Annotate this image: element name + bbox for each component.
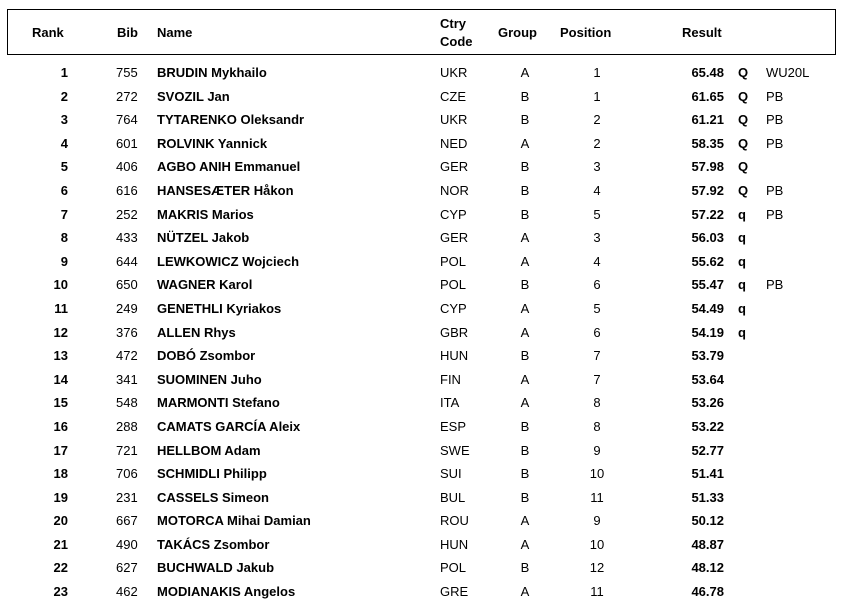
result-cell: 48.87 <box>691 536 724 552</box>
result-cell: 54.19 <box>691 324 724 340</box>
table-row <box>0 226 843 250</box>
position-cell: 8 <box>593 395 601 411</box>
position-cell: 2 <box>593 112 601 128</box>
bib-cell: 755 <box>116 65 138 80</box>
athlete-name-cell: CASSELS Simeon <box>157 489 269 505</box>
bib-cell: 650 <box>116 277 138 293</box>
result-cell: 56.03 <box>691 230 724 246</box>
athlete-name-cell: SVOZIL Jan <box>157 88 230 104</box>
record-cell: PB <box>766 112 784 128</box>
athlete-name-cell: HELLBOM Adam <box>157 442 261 458</box>
group-cell: B <box>520 489 530 505</box>
group-cell: A <box>520 371 530 387</box>
table-row <box>0 250 843 274</box>
country-code-cell: ROU <box>440 513 469 529</box>
bib-cell: 462 <box>116 584 138 600</box>
bib-cell: 249 <box>116 300 138 316</box>
rank-cell: 21 <box>53 536 68 552</box>
athlete-name-cell: TYTARENKO Oleksandr <box>157 112 305 128</box>
table-row <box>0 297 843 321</box>
result-cell: 65.48 <box>691 65 724 80</box>
position-cell: 10 <box>589 536 605 552</box>
position-cell: 3 <box>593 230 601 246</box>
bib-cell: 644 <box>116 253 138 269</box>
position-cell: 1 <box>593 88 601 104</box>
country-code-cell: ESP <box>440 418 467 434</box>
result-cell: 55.47 <box>691 277 724 293</box>
result-cell: 50.12 <box>691 513 724 529</box>
country-code-cell: GER <box>440 159 469 175</box>
group-cell: B <box>520 348 530 364</box>
athlete-name-cell: HANSESÆTER Håkon <box>157 182 294 198</box>
header-group: Group <box>498 25 537 40</box>
result-cell: 53.79 <box>691 348 724 364</box>
table-row <box>0 462 843 486</box>
rank-cell: 16 <box>53 418 68 434</box>
result-cell: 54.49 <box>691 300 724 316</box>
position-cell: 11 <box>590 489 604 505</box>
table-row <box>0 533 843 557</box>
country-code-cell: GRE <box>440 584 469 600</box>
result-cell: 51.41 <box>691 466 724 482</box>
table-row <box>0 321 843 345</box>
record-cell: PB <box>766 206 784 222</box>
group-cell: B <box>520 277 530 293</box>
qualification-cell: q <box>738 300 746 316</box>
bib-cell: 433 <box>116 230 138 246</box>
athlete-name-cell: DOBÓ Zsombor <box>157 348 256 364</box>
table-row <box>0 556 843 580</box>
country-code-cell: NED <box>440 135 468 151</box>
bib-cell: 288 <box>116 418 138 434</box>
country-code-cell: POL <box>440 277 467 293</box>
qualification-cell: q <box>738 277 746 293</box>
group-cell: A <box>520 230 530 246</box>
bib-cell: 341 <box>116 371 138 387</box>
table-row <box>0 155 843 179</box>
position-cell: 4 <box>593 182 601 198</box>
bib-cell: 706 <box>116 466 138 482</box>
bib-cell: 252 <box>116 206 138 222</box>
table-row <box>0 132 843 156</box>
group-cell: A <box>520 253 530 269</box>
position-cell: 8 <box>593 418 601 434</box>
group-cell: A <box>520 324 530 340</box>
athlete-name-cell: BUCHWALD Jakub <box>157 560 275 576</box>
group-cell: B <box>520 159 530 175</box>
rank-cell: 6 <box>60 182 68 198</box>
rank-cell: 10 <box>53 277 68 293</box>
rank-cell: 14 <box>53 371 68 387</box>
qualification-cell: q <box>738 324 746 340</box>
athlete-name-cell: MODIANAKIS Angelos <box>157 584 296 600</box>
country-code-cell: UKR <box>440 112 468 128</box>
rank-cell: 13 <box>53 348 68 364</box>
position-cell: 7 <box>593 371 601 387</box>
group-cell: B <box>520 206 530 222</box>
position-cell: 1 <box>593 65 601 80</box>
group-cell: A <box>520 395 530 411</box>
position-cell: 9 <box>593 442 601 458</box>
record-cell: PB <box>766 277 784 293</box>
table-row <box>0 415 843 439</box>
country-code-cell: CYP <box>440 206 467 222</box>
bib-cell: 376 <box>116 324 138 340</box>
result-cell: 58.35 <box>691 135 724 151</box>
table-row <box>0 108 843 132</box>
country-code-cell: POL <box>440 560 467 576</box>
header-name: Name <box>157 25 193 40</box>
position-cell: 5 <box>593 300 601 316</box>
group-cell: A <box>520 536 530 552</box>
result-cell: 51.33 <box>691 489 724 505</box>
result-cell: 55.62 <box>691 253 724 269</box>
rank-cell: 7 <box>60 206 68 222</box>
country-code-cell: NOR <box>440 182 469 198</box>
country-code-cell: HUN <box>440 348 469 364</box>
result-cell: 53.22 <box>691 418 724 434</box>
athlete-name-cell: AGBO ANIH Emmanuel <box>157 159 301 175</box>
rank-cell: 5 <box>60 159 68 175</box>
bib-cell: 764 <box>116 112 138 128</box>
rank-cell: 11 <box>54 300 68 316</box>
qualification-cell: Q <box>738 135 749 151</box>
group-cell: B <box>520 88 530 104</box>
rank-cell: 22 <box>53 560 68 576</box>
athlete-name-cell: MOTORCA Mihai Damian <box>157 513 311 529</box>
rank-cell: 8 <box>60 230 68 246</box>
rank-cell: 4 <box>60 135 68 151</box>
group-cell: B <box>520 560 530 576</box>
table-row <box>0 85 843 109</box>
table-row <box>0 179 843 203</box>
athlete-name-cell: BRUDIN Mykhailo <box>157 65 267 80</box>
group-cell: A <box>520 300 530 316</box>
rank-cell: 23 <box>53 584 68 600</box>
athlete-name-cell: GENETHLI Kyriakos <box>157 300 282 316</box>
athlete-name-cell: TAKÁCS Zsombor <box>157 536 270 552</box>
athlete-name-cell: LEWKOWICZ Wojciech <box>157 253 300 269</box>
group-cell: A <box>520 584 530 600</box>
rank-cell: 12 <box>53 324 68 340</box>
record-cell: PB <box>766 88 784 104</box>
position-cell: 2 <box>593 135 601 151</box>
result-cell: 57.92 <box>691 182 724 198</box>
bib-cell: 721 <box>116 442 138 458</box>
country-code-cell: HUN <box>440 536 469 552</box>
rank-cell: 1 <box>60 65 68 80</box>
group-cell: B <box>520 466 530 482</box>
country-code-cell: CYP <box>440 300 467 316</box>
position-cell: 7 <box>593 348 601 364</box>
qualification-cell: q <box>738 253 746 269</box>
group-cell: B <box>520 182 530 198</box>
athlete-name-cell: CAMATS GARCÍA Aleix <box>157 418 301 434</box>
position-cell: 6 <box>593 324 601 340</box>
record-cell: WU20L <box>766 65 810 80</box>
result-cell: 53.26 <box>691 395 724 411</box>
header-ctry: Ctry <box>440 16 467 31</box>
qualification-cell: Q <box>738 182 749 198</box>
country-code-cell: POL <box>440 253 467 269</box>
bib-cell: 548 <box>116 395 138 411</box>
position-cell: 12 <box>589 560 605 576</box>
group-cell: A <box>520 513 530 529</box>
rank-cell: 3 <box>60 112 68 128</box>
rank-cell: 9 <box>60 253 68 269</box>
table-row <box>0 509 843 533</box>
bib-cell: 231 <box>116 489 138 505</box>
bib-cell: 406 <box>116 159 138 175</box>
rank-cell: 19 <box>53 489 68 505</box>
results-table-body <box>0 61 843 604</box>
country-code-cell: SUI <box>440 466 462 482</box>
group-cell: A <box>520 135 530 151</box>
qualification-cell: Q <box>738 65 749 80</box>
athlete-name-cell: ROLVINK Yannick <box>157 135 268 151</box>
bib-cell: 472 <box>116 348 138 364</box>
result-cell: 57.22 <box>691 206 724 222</box>
bib-cell: 272 <box>116 88 138 104</box>
position-cell: 6 <box>593 277 601 293</box>
country-code-cell: UKR <box>440 65 468 80</box>
bib-cell: 490 <box>116 536 138 552</box>
qualification-cell: q <box>738 206 746 222</box>
table-row <box>0 391 843 415</box>
bib-cell: 601 <box>116 135 138 151</box>
position-cell: 3 <box>593 159 601 175</box>
bib-cell: 616 <box>116 182 138 198</box>
table-row <box>0 61 843 85</box>
athlete-name-cell: MARMONTI Stefano <box>157 395 280 411</box>
table-row <box>0 580 843 604</box>
country-code-cell: CZE <box>440 88 466 104</box>
position-cell: 10 <box>589 466 605 482</box>
position-cell: 9 <box>593 513 601 529</box>
result-cell: 53.64 <box>691 371 724 387</box>
table-row <box>0 273 843 297</box>
record-cell: PB <box>766 182 784 198</box>
rank-cell: 15 <box>53 395 68 411</box>
qualification-cell: Q <box>738 88 749 104</box>
athlete-name-cell: MAKRIS Marios <box>157 206 254 222</box>
table-row <box>0 486 843 510</box>
result-cell: 46.78 <box>691 584 724 600</box>
country-code-cell: FIN <box>440 371 461 387</box>
position-cell: 4 <box>593 253 601 269</box>
result-cell: 57.98 <box>691 159 724 175</box>
header-result: Result <box>682 25 722 40</box>
rank-cell: 18 <box>53 466 68 482</box>
header-code: Code <box>440 34 473 49</box>
group-cell: B <box>520 442 530 458</box>
country-code-cell: BUL <box>440 489 466 505</box>
athlete-name-cell: ALLEN Rhys <box>157 324 236 340</box>
rank-cell: 2 <box>60 88 68 104</box>
athlete-name-cell: WAGNER Karol <box>157 277 253 293</box>
country-code-cell: GER <box>440 230 469 246</box>
group-cell: B <box>520 418 530 434</box>
result-cell: 61.65 <box>691 88 724 104</box>
group-cell: B <box>520 112 530 128</box>
result-cell: 52.77 <box>691 442 724 458</box>
country-code-cell: SWE <box>440 442 470 458</box>
table-row <box>0 344 843 368</box>
country-code-cell: GBR <box>440 324 469 340</box>
athlete-name-cell: SUOMINEN Juho <box>157 371 262 387</box>
result-cell: 61.21 <box>691 112 724 128</box>
bib-cell: 667 <box>116 513 138 529</box>
header-position: Position <box>560 25 612 40</box>
qualification-cell: Q <box>738 159 749 175</box>
qualification-cell: q <box>738 230 746 246</box>
rank-cell: 20 <box>53 513 68 529</box>
bib-cell: 627 <box>116 560 138 576</box>
header-bib: Bib <box>117 25 138 40</box>
result-cell: 48.12 <box>691 560 724 576</box>
results-table-header <box>7 9 836 55</box>
table-row <box>0 203 843 227</box>
table-row <box>0 368 843 392</box>
table-row <box>0 439 843 463</box>
athlete-name-cell: NÜTZEL Jakob <box>157 230 250 246</box>
qualification-cell: Q <box>738 112 749 128</box>
position-cell: 5 <box>593 206 601 222</box>
position-cell: 11 <box>590 584 604 600</box>
rank-cell: 17 <box>53 442 68 458</box>
header-rank: Rank <box>32 25 64 40</box>
country-code-cell: ITA <box>440 395 460 411</box>
group-cell: A <box>520 65 530 80</box>
athlete-name-cell: SCHMIDLI Philipp <box>157 466 267 482</box>
record-cell: PB <box>766 135 784 151</box>
